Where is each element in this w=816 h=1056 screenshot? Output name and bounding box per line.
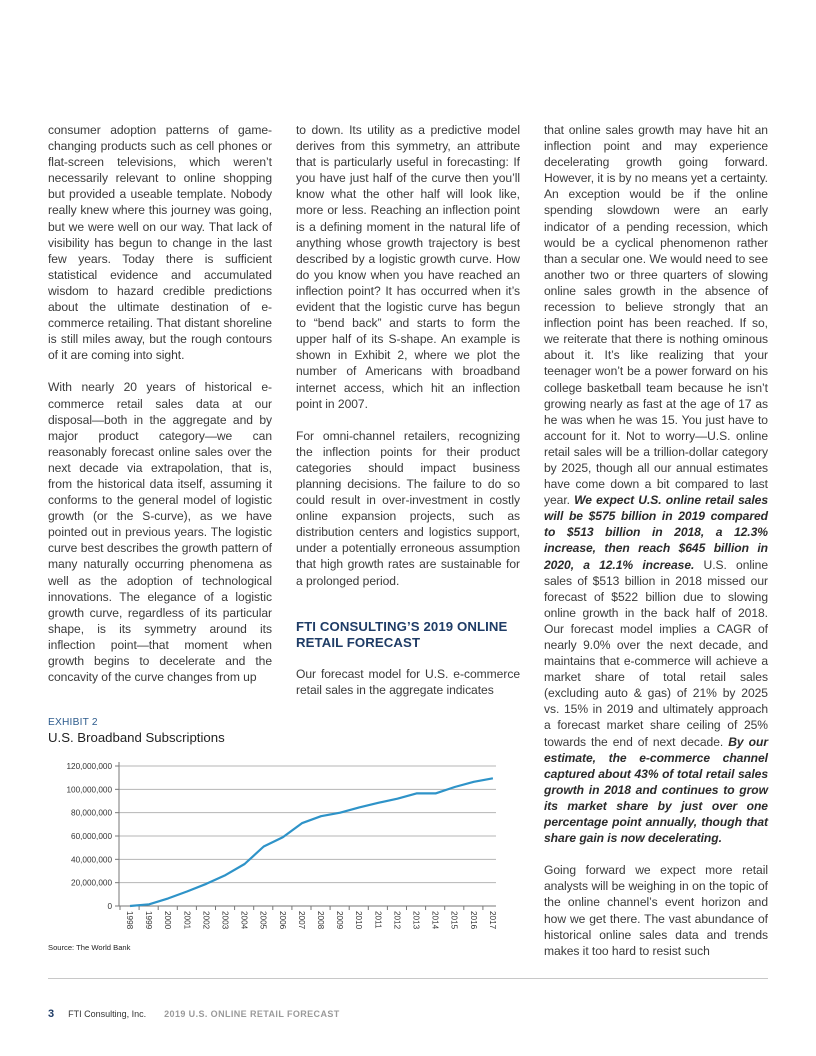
emphasis-text: We expect U.S. online retail sales will be $575 billion in 2019 compared to $513 billion in 2018, a 12.3% increase, then reach $645 billion in 2020, a 12.1% increase. [544, 493, 768, 572]
paragraph: to down. Its utility as a predictive model derives from this symmetry, an attribute that is particularly useful in forecasting: If you have just half of the curve then you’ll know what the other half will look like, more or less. Reaching an inflection point is a defining moment in the natural life of anything whose growth trajectory is best described by a logistic growth curve. How do you know when you have reached an inflection point? It has occurred when it’s evident that the logistic curve has begun to “bend back” and starts to form the upper half of its S-shape. An example is shown in Exhibit 2, where we plot the number of Americans with broadband internet access, which hit an inflection point in 2007. [296, 123, 520, 411]
paragraph: Going forward we expect more retail analysts will be weighing in on the topic of the online channel’s event horizon and how we get there. The vast abundance of historical online sales data and trends makes it too hard to resist such [544, 863, 768, 958]
x-tick-label: 2005 [258, 911, 268, 930]
x-tick-label: 2001 [182, 911, 192, 930]
x-tick-label: 1998 [125, 911, 134, 930]
x-tick-label: 2014 [430, 911, 440, 930]
text-column-2 [296, 122, 520, 714]
paragraph: consumer adoption patterns of game-changing products such as cell phones or flat-screen televisions, which weren’t necessarily relevant to online shopping but provided a useable template. Nobody really knew where this journey was going, but we were well on our way. That lack of visibility has begun to change in the last few years. Today there is sufficient statistical evidence and accumulated wisdom to hazard credible predictions about the ultimate destination of e-commerce retailing. That distant shoreline is still miles away, but the rough contours of it are coming into sight. [48, 123, 272, 363]
exhibit-label: EXHIBIT 2 [48, 717, 98, 728]
chart-source: Source: The World Bank [48, 943, 131, 952]
x-tick-label: 2007 [296, 911, 306, 930]
paragraph: With nearly 20 years of historical e-commerce retail sales data at our disposal—both in the aggregate and by major product category—we can reasonably forecast online sales over the next decade via extrapolation, that is, from the historical data itself, assuming it conforms to the general model of logistic growth (or the S-curve), as we have pointed out in previous years. The logistic curve best describes the growth pattern of many naturally occurring phenomena as well as the adoption of technological innovations. The elegance of a logistic growth curve, regardless of its particular shape, is its symmetry around its inflection point—that moment when growth begins to decelerate and the concavity of the curve changes from up [48, 380, 272, 685]
x-tick-label: 2008 [316, 911, 325, 930]
section-heading: FTI CONSULTING’S 2019 ONLINE RETAIL FORECAST [296, 618, 508, 651]
company-name: FTI Consulting, Inc. [68, 1009, 147, 1019]
x-tick-label: 2013 [411, 911, 421, 930]
paragraph [544, 122, 768, 846]
paragraph: Our forecast model for U.S. e-commerce retail sales in the aggregate indicates [296, 666, 520, 697]
text-column-1 [48, 122, 272, 701]
text-column-3 [544, 122, 768, 975]
x-tick-label: 2004 [239, 911, 249, 930]
paragraph-text: U.S. online sales of $513 billion in 2018 missed our forecast of $522 billion due to slowing online growth in the back half of 2018. Our forecast model implies a CAGR of nearly 9.0% over the next decade, and maintains that e-commerce will achieve a market share of total retail sales (excluding auto & gas) of 21% by 2025 vs. 15% in 2019 and ultimately approach a forecast market share ceiling of 25% towards the end of next decade. [544, 557, 768, 749]
broadband-line-chart [44, 756, 504, 936]
x-tick-label: 2017 [487, 911, 497, 930]
y-tick-label: 80,000,000 [71, 808, 112, 818]
y-tick-label: 0 [107, 902, 112, 911]
y-tick-label: 20,000,000 [71, 878, 112, 888]
exhibit-title: U.S. Broadband Subscriptions [48, 730, 225, 745]
x-tick-label: 2002 [201, 911, 211, 930]
paragraph: For omni-channel retailers, recognizing the inflection points for their product categories should impact business planning decisions. The failure to do so could result in over-investment in costly online expansion projects, such as distribution centers and logistics support, under a potentially erroneous assumption that high growth rates are sustainable for a prolonged period. [296, 428, 520, 588]
x-tick-label: 2009 [335, 911, 345, 930]
x-tick-label: 2015 [449, 911, 459, 930]
page-number: 3 [48, 1008, 55, 1020]
document-title: 2019 U.S. ONLINE RETAIL FORECAST [164, 1009, 340, 1019]
paragraph-text: that online sales growth may have hit an inflection point and may experience decelerating growth going forward. However, it is by no means yet a certainty. An exception would be if the online spending slowdown were an early indicator of a pending recession, which would be a cyclical phenomenon rather than a secular one. We would need to see another two or three quarters of slowing online sales growth in the absence of recession to believe strongly that an inflection point has been reached. If so, we reiterate that there is nothing ominous about it. It’s like realizing that your teenager won’t be a power forward on his college basketball team because he isn’t growing nearly as fast at the age of 17 as he was when he was 15. You just have to account for it. Not to worry—U.S. online retail sales will be a trillion-dollar category by 2025, though all our annual estimates have come down a bit compared to last year. [544, 123, 768, 508]
y-tick-label: 60,000,000 [71, 832, 112, 841]
data-line [130, 778, 493, 906]
x-tick-label: 2016 [468, 911, 478, 930]
x-tick-label: 1999 [144, 911, 154, 930]
x-tick-label: 2003 [220, 911, 230, 930]
x-tick-label: 2006 [277, 911, 287, 930]
y-tick-label: 100,000,000 [66, 785, 112, 795]
x-tick-label: 2000 [163, 911, 173, 930]
page-footer [48, 1008, 340, 1020]
emphasis-text: By our estimate, the e-commerce channel captured about 43% of total retail sales growth in 2018 and continues to grow its market share by just over one percentage point annually, though that share gain is now decelerating. [544, 734, 768, 846]
y-tick-label: 120,000,000 [66, 762, 112, 771]
x-tick-label: 2012 [392, 911, 402, 930]
x-tick-label: 2011 [373, 911, 383, 929]
footer-divider [48, 978, 768, 979]
x-tick-label: 2010 [354, 911, 364, 930]
y-tick-label: 40,000,000 [71, 855, 112, 865]
exhibit-header [48, 716, 288, 746]
